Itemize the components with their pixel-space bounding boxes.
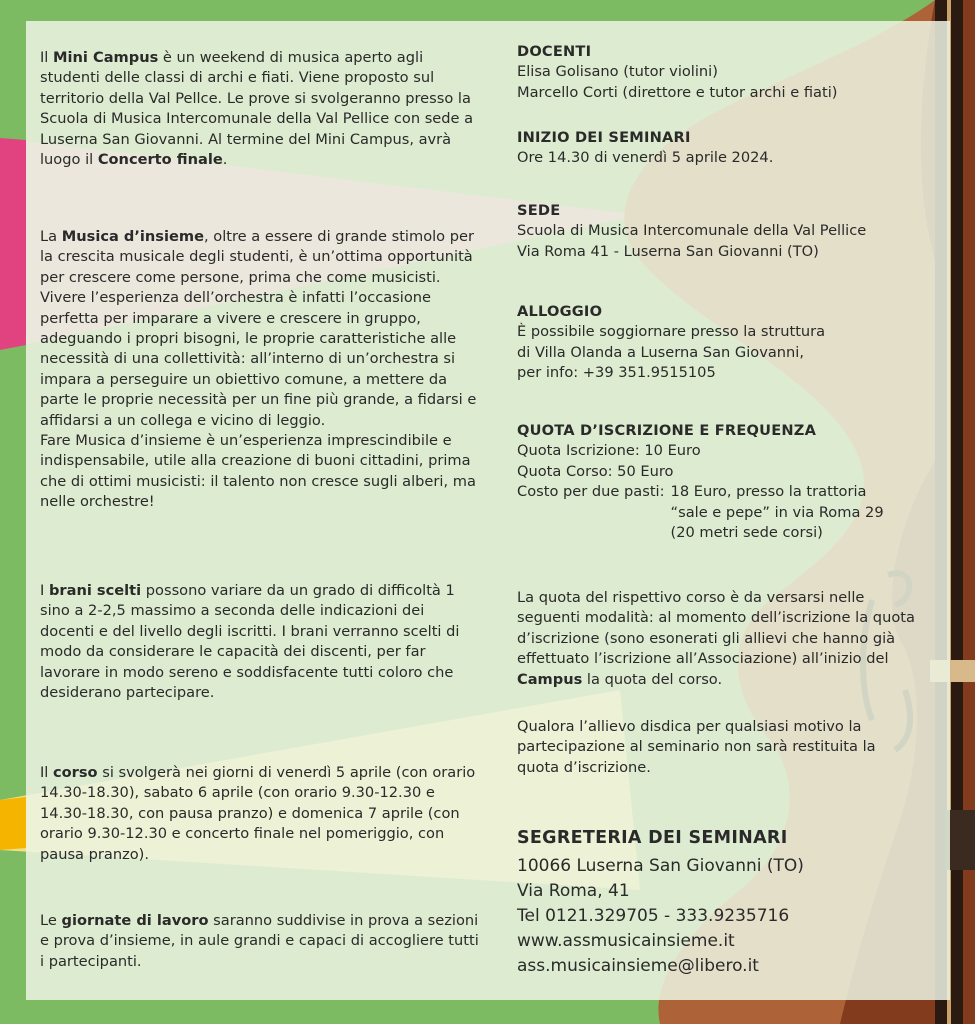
alloggio-heading: ALLOGGIO — [517, 303, 603, 320]
docenti-heading: DOCENTI — [517, 43, 592, 60]
pink-beam-edge — [0, 138, 26, 350]
inizio-section: INIZIO DEI SEMINARI Ore 14.30 di venerdì 5 aprile 2024. — [517, 128, 937, 169]
alloggio-section: ALLOGGIO È possibile soggiornare presso la struttura di Villa Olanda a Luserna San Giovanni, per info: +39 351.9515105 — [517, 302, 937, 384]
quota-heading: QUOTA D’ISCRIZIONE E FREQUENZA — [517, 422, 817, 439]
quota-section: QUOTA D’ISCRIZIONE E FREQUENZA Quota Iscrizione: 10 Euro Quota Corso: 50 Euro Costo per due pasti: 18 Euro, presso la trattoria “sale e pepe” in via Roma 29 (20 metri sede corsi) — [517, 421, 937, 543]
sede-section: SEDE Scuola di Musica Intercomunale della Val Pellice Via Roma 41 - Luserna San Giovanni (TO) — [517, 201, 937, 262]
segreteria-section: SEGRETERIA DEI SEMINARI 10066 Luserna San Giovanni (TO) Via Roma, 41 Tel 0121.329705 - 333.9235716 www.assmusicainsieme.it ass.musicainsieme@libero.it — [517, 826, 937, 979]
sede-heading: SEDE — [517, 202, 561, 219]
musica-insieme-paragraph: La Musica d’insieme, oltre a essere di grande stimolo per la crescita musicale degli studenti, è un’ottima opportunità per crescere come persone, prima che come musicisti. Vivere l’esperienza dell’orchestra è infatti l’occasione perfetta per imparare a vivere e crescere in gruppo, adeguando i propri bisogni, le proprie caratteristiche alle necessità di una collettività: all’interno di un’orchestra si impara a perseguire un obiettivo comune, a mettere da parte le proprie necessità per un fine più grande, a fidarsi e affidarsi a un collega e vicino di leggio. Fare Musica d’insieme è un’esperienza imprescindibile e indispensabile, utile alla creazione di buoni cittadini, prima che di ottimi musicisti: il talento non cresce sugli alberi, ma nelle orchestre! — [40, 228, 477, 511]
segreteria-heading: SEGRETERIA DEI SEMINARI — [517, 828, 788, 848]
yellow-beam-edge — [0, 797, 26, 850]
telephone-text: Tel 0121.329705 - 333.9235716 — [517, 906, 790, 926]
modalita-paragraph: La quota del rispettivo corso è da versarsi nelle seguenti modalità: al momento dell’iscrizione la quota d’iscrizione (sono esonerati gli allievi che hanno già effettuato l’iscrizione all’Associazione) all’inizio del Campus la quota del corso. — [517, 589, 915, 688]
docenti-section: DOCENTI Elisa Golisano (tutor violini) Marcello Corti (direttore e tutor archi e fiati) — [517, 42, 937, 103]
corso-paragraph: Il corso si svolgerà nei giorni di venerdì 5 aprile (con orario 14.30-18.30), sabato 6 aprile (con orario 9.30-12.30 e 14.30-18.30, con pausa pranzo) e domenica 7 aprile (con orario 9.30-12.30 e concerto finale nel pomeriggio, con pausa pranzo). — [40, 764, 476, 863]
disdetta-paragraph: Qualora l’allievo disdica per qualsiasi motivo la partecipazione al seminario non sarà restituita la quota d’iscrizione. — [517, 718, 876, 776]
intro-paragraph: Il Mini Campus è un weekend di musica aperto agli studenti delle classi di archi e fiati. Viene proposto sul territorio della Val Pellce. Le prove si svolgeranno presso la Scuola di Musica Intercomunale della Val Pellice con sede a Luserna San Giovanni. Al termine del Mini Campus, avrà luogo il Concerto finale. — [40, 49, 474, 169]
inizio-heading: INIZIO DEI SEMINARI — [517, 129, 691, 146]
email-link[interactable]: ass.musicainsieme@libero.it — [517, 956, 759, 976]
website-link[interactable]: www.assmusicainsieme.it — [517, 931, 735, 951]
giornate-paragraph: Le giornate di lavoro saranno suddivise in prova a sezioni e prova d’insieme, in aule grandi e capaci di accogliere tutti i partecipanti. — [40, 912, 479, 970]
brani-scelti-paragraph: I brani scelti possono variare da un grado di difficoltà 1 sino a 2-2,5 massimo a seconda delle indicazioni dei docenti e del livello degli iscritti. I brani verranno scelti di modo da considerare le capacità dei discenti, per far lavorare in modo sereno e soddisfacente tutti coloro che desiderano partecipare. — [40, 582, 460, 702]
pasti-row: Costo per due pasti: 18 Euro, presso la trattoria “sale e pepe” in via Roma 29 (20 metri sede corsi) — [517, 483, 884, 542]
